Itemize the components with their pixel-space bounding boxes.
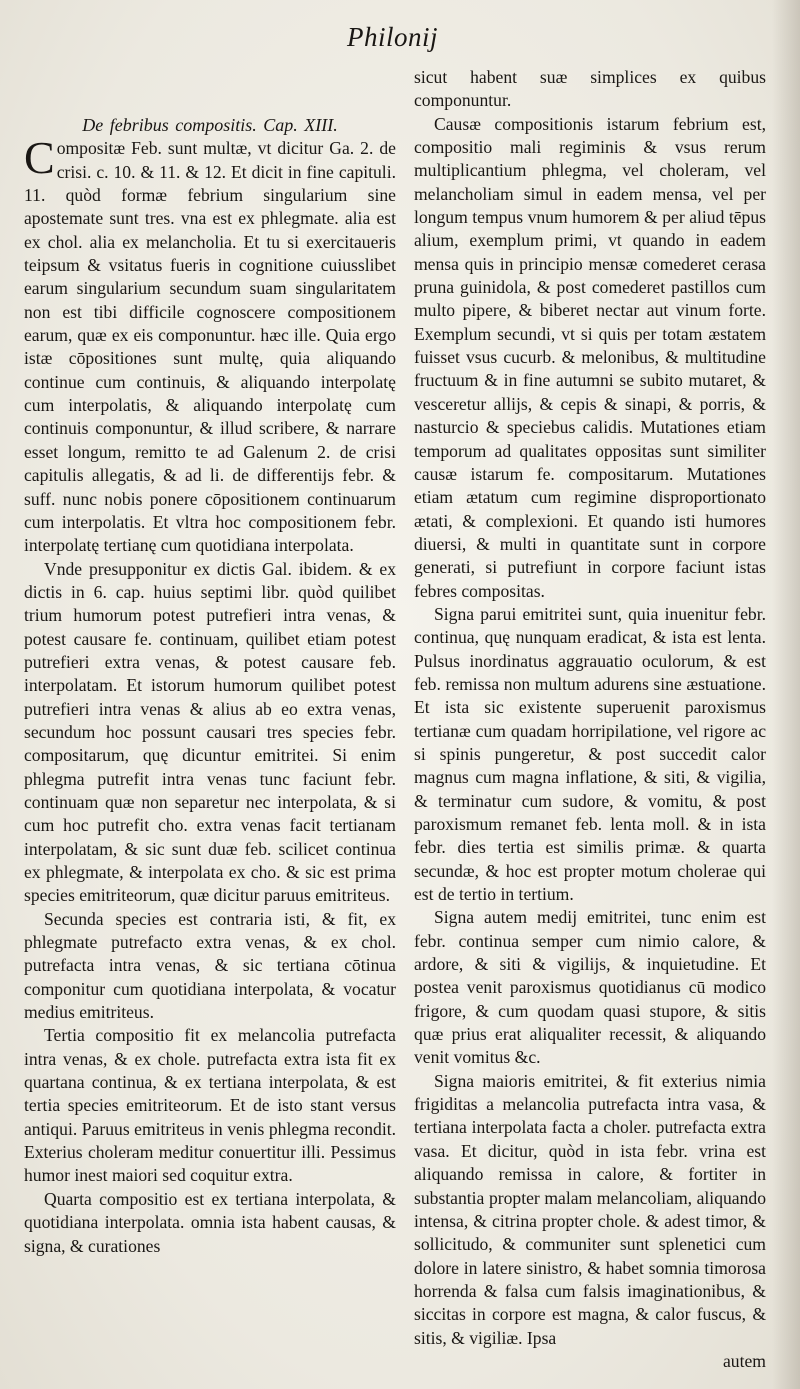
paragraph: Signa autem medij emitritei, tunc enim est febr. continua semper cum nimio calore, & ardore, & siti & vigilijs, & inquietudine. Et postea venit paroxismus quotidianus cū modico frigore, & cum quodam quasi stupore, & sitis quæ prius erat aliqualiter recessit, & aliquando venit vomitus &c. xyxy=(414,907,766,1068)
chapter-title: De febribus compositis. Cap. XIII. xyxy=(82,115,338,135)
running-title: Philonij xyxy=(347,22,438,52)
paragraph xyxy=(24,132,396,557)
page-edge-shadow xyxy=(772,0,800,1389)
paragraph: Tertia compositio fit ex melancolia putrefacta intra venas, & ex chole. putrefacta extra ista fit ex quartana continua, & ex tertiana interpolata, & est tertia species emitriteorum. Et de isto stant versus antiqui. Paruus emitriteus in venis phlegma recondit. Exterius choleram meditur conuertitur illi. Pessimus humor inest maiori sed coquitur extra. xyxy=(24,1025,396,1186)
catchword: autem xyxy=(723,1350,766,1371)
paragraph-text: ompositæ Feb. sunt multæ, vt dicitur Ga. 2. de crisi. c. 10. & 11. & 12. Et dicit in fine capituli. 11. quòd formæ febrium singularium sine apostemate sunt tres. vna est ex phlegmate. alia est ex chol. alia ex melancholia. Et tu si exercitaueris teipsum & vsitatus fueris in cognitione cuiusslibet earum singularium secundum suam singularitatem non est tibi difficile cognoscere compositionem earum, quæ ex eis componuntur. hæc ille. Quia ergo istæ cōpositiones sunt multę, quia aliquando continue cum continuis, & aliquando interpolatę cum interpolatis, & aliquando interpolatę cum continuis componuntur, & illud scribere, & narrare esset longum, remitto te ad Galenum 2. de crisi capitulis allegatis, & ad li. de differentijs febr. & suff. nunc nobis ponere cōpositionem continuarum cum interpolatis. Et vltra hoc compositionem febr. interpolatę tertianę cum quotidiana interpolata. xyxy=(24,138,396,556)
paragraph: Secunda species est contraria isti, & fit, ex phlegmate putrefacto extra venas, & ex chol. putrefacta intra venas, & sic tertiana cōtinua componitur cum quotidiana interpolata, & vocatur medius emitriteus. xyxy=(24,908,396,1023)
drop-cap: C xyxy=(24,132,55,184)
right-column xyxy=(414,66,766,1373)
left-column xyxy=(24,114,396,1258)
paragraph: Signa parui emitritei sunt, quia inuenitur febr. continua, quę nunquam eradicat, & ista est lenta. Pulsus inordinatus aggrauatio oculorum, & est feb. remissa non multum adurens sine æstuatione. Et ista sic existente superuenit paroxismus tertianæ cum quadam horripilatione, vel rigore ac si spinis pungeretur, & post succedit calor magnus cum magna inflatione, & siti, & vigilia, & terminatur cum sudore, & vomitu, & post paroxismum remanet feb. lenta moll. & in ista febr. dies tertia est similis primæ. & quarta secundæ, & hoc est propter motum cholerae qui est de tertio in tertium. xyxy=(414,603,766,905)
paragraph: sicut habent suæ simplices ex quibus componuntur. xyxy=(414,67,766,111)
paragraph: Quarta compositio est ex tertiana interpolata, & quotidiana interpolata. omnia ista habent causas, & signa, & curationes xyxy=(24,1188,396,1256)
paragraph: Vnde presupponitur ex dictis Gal. ibidem. & ex dictis in 6. cap. huius septimi libr. quòd quilibet trium humorum potest putrefieri intra venas, & potest causare fe. continuam, quilibet etiam potest putrefieri extra venas, & potest causare feb. interpolatam. Et istorum humorum quilibet potest putrefieri intra venas & alius ab eo extra venas, secundum hoc possunt causari tres species febr. compositarum, quę dicuntur emitritei. Si enim phlegma putrefit intra venas tunc faciunt febr. continuam quæ non separetur nec interpolata, & si cum hoc putrefit cho. extra venas facit tertianam interpolatam, & sic sunt duæ feb. scilicet continua ex phlegmate, & interpolata ex cho. & sic est prima species emitriteorum, quæ dicitur paruus emitriteus. xyxy=(24,558,396,906)
paragraph: Signa maioris emitritei, & fit exterius nimia frigiditas a melancolia putrefacta intra vasa, & tertiana interpolata facta a choler. putrefacta extra vasa. Et dicitur, quòd in ista febr. vrina est aliquando remissa in calore, & fortiter in substantia propter malam melancoliam, aliquando intensa, & citrina propter chole. & adest timor, & sollicitudo, & communiter sunt splenetici cum dolore in latere sinistro, & habet somnia timorosa horrenda & falsa cum falsis imaginationibus, & siccitas in corpore est magna, & calor fuscus, & sitis, & vigiliæ. Ipsa xyxy=(414,1070,766,1348)
paragraph: Causæ compositionis istarum febrium est, compositio mali regiminis & vsus rerum multiplicantium phlegma, vel choleram, vel melancholiam simul in eadem mensa, vel per longum tempus vnum humorem & per aliud tēpus alium, exemplum primi, vt quando in eadem mensa quis in principio mensæ comederet cerasa pruna guinidola, & post comederet pastillos cum multo pipere, & biberet nectar aut vinum forte. Exemplum secundi, vt si quis per totam æstatem fuisset vsus cucurb. & melonibus, & multitudine fructuum & in fine autumni se subito mutaret, & vesceretur allijs, & cepis & sinapi, & porris, & nasturcio & speciebus calidis. Mutationes etiam temporum ad qualitates oppositas sunt similiter causæ istarum fe. compositarum. Mutationes etiam ætatum cum regimine disproportionato ætati, & complexioni. Et quando isti humores diuersi, & multi in quantitate sunt in corpore generati, si putrefiunt in corpore faciunt istas febres compositas. xyxy=(414,113,766,601)
